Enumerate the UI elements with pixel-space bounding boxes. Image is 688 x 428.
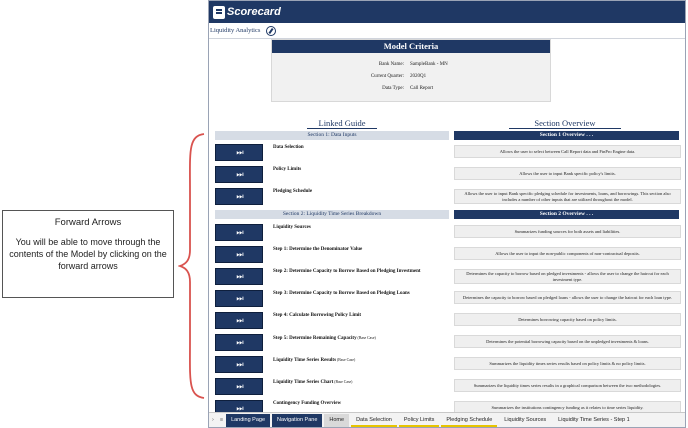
- guide-row-label: Liquidity Sources: [273, 225, 311, 230]
- forward-arrow-button[interactable]: [215, 334, 263, 351]
- guide-row-label: Step 4: Calculate Borrowing Policy Limit: [273, 313, 362, 318]
- scorecard-logo-icon: [213, 6, 225, 19]
- sheet-tab-bar: [209, 412, 686, 427]
- fast-forward-icon: ⏭: [236, 271, 242, 281]
- guide-row-description: Allows the user to select between Call Report data and FinPro Engine data.: [454, 145, 681, 158]
- forward-arrow-button[interactable]: [215, 378, 263, 395]
- guide-row-label: Step 1: Determine the Denominator Value: [273, 247, 363, 252]
- guide-row-description: Summarizes the liquidity times series results based on policy limits & no policy limits.: [454, 357, 681, 370]
- fast-forward-icon: ⏭: [236, 227, 242, 237]
- forward-arrow-button[interactable]: [215, 144, 263, 161]
- forward-arrow-button[interactable]: [215, 290, 263, 307]
- guide-row-note: (Base Case): [356, 336, 376, 340]
- compass-icon[interactable]: [266, 26, 276, 36]
- forward-arrow-button[interactable]: [215, 166, 263, 183]
- criteria-row: [272, 74, 550, 79]
- annotation-box: [2, 210, 174, 298]
- guide-row: [215, 166, 681, 184]
- sheet-tab[interactable]: Liquidity Sources: [504, 416, 547, 423]
- guide-row-note: (Base Case): [336, 358, 356, 362]
- guide-row: [215, 268, 681, 286]
- workbook-window: [208, 0, 686, 428]
- guide-row-note: (Base Case): [333, 380, 353, 384]
- sheet-tab[interactable]: Landing Page: [226, 414, 270, 427]
- guide-row: [215, 334, 681, 352]
- guide-row: [215, 224, 681, 242]
- fast-forward-icon: ⏭: [236, 403, 242, 413]
- forward-arrow-button[interactable]: [215, 312, 263, 329]
- criteria-value: Call Report: [410, 86, 434, 91]
- guide-row: [215, 356, 681, 374]
- guide-row-description: Allows the user to input Bank specific pledging schedule for investments, loans, and borrowings. This section also includes a number of other inputs that are utilized throughout the model.: [454, 189, 681, 204]
- guide-row-description: Summarizes the liquidity times series results in a graphical comparison between the two methodologies.: [454, 379, 681, 392]
- fast-forward-icon: ⏭: [236, 381, 242, 391]
- criteria-value: SampleBank - MN: [410, 62, 448, 67]
- linked-guide-heading: Linked Guide: [307, 118, 377, 129]
- guide-row-label: Data Selection: [273, 145, 304, 150]
- fast-forward-icon: ⏭: [236, 359, 242, 369]
- guide-row-label: Liquidity Time Series Results (Base Case): [273, 358, 356, 363]
- sheet-tab[interactable]: Data Selection: [351, 414, 397, 427]
- model-criteria-title: Model Criteria: [272, 40, 550, 53]
- guide-row: [215, 290, 681, 308]
- sheet-tab[interactable]: Navigation Pane: [272, 414, 322, 427]
- guide-row-description: Determines the capacity to borrow based on pledged investments - allows the user to change the haircut for each investment type.: [454, 269, 681, 284]
- sheet-tab[interactable]: Policy Limits: [399, 414, 440, 427]
- section-title: Section 1: Data Inputs: [215, 131, 449, 140]
- criteria-row: [272, 62, 550, 67]
- guide-row-description: Determines the capacity to borrow based on pledged loans - allows the user to change the haircut for each loan type.: [454, 291, 681, 304]
- guide-row-description: Summarizes funding sources for both assets and liabilities.: [454, 225, 681, 238]
- fast-forward-icon: ⏭: [236, 249, 242, 259]
- criteria-label: Data Type:: [382, 86, 404, 91]
- fast-forward-icon: ⏭: [236, 337, 242, 347]
- guide-row: [215, 188, 681, 206]
- fast-forward-icon: ⏭: [236, 315, 242, 325]
- guide-row-label: Contingency Funding Overview: [273, 401, 342, 406]
- guide-row: [215, 144, 681, 162]
- fast-forward-icon: ⏭: [236, 147, 242, 157]
- guide-row-label: Step 2: Determine Capacity to Borrow Based on Pledging Investment: [273, 269, 421, 274]
- app-subheader: [209, 23, 685, 39]
- guide-row-label: Step 3: Determine Capacity to Borrow Based on Pledging Loans: [273, 291, 410, 296]
- app-subtitle: Liquidity Analytics: [210, 27, 261, 34]
- section-overview-heading: Section Overview: [509, 118, 621, 129]
- forward-arrow-button[interactable]: [215, 268, 263, 285]
- guide-row-label: Liquidity Time Series Chart (Base Case): [273, 380, 353, 385]
- guide-row-description: Summarizes the institutions contingency funding as it relates to time series liquidity.: [454, 401, 681, 414]
- curly-brace-icon: [178, 132, 208, 400]
- annotation-title: Forward Arrows: [54, 217, 122, 228]
- criteria-label: Current Quarter:: [370, 74, 404, 79]
- annotation-body: You will be able to move through the contents of the Model by clicking on the forward arrows: [9, 237, 167, 271]
- app-logo-text: Scorecard: [227, 6, 281, 18]
- section-title: Section 2: Liquidity Time Series Breakdown: [215, 210, 449, 219]
- section-overview-title: Section 1 Overview . . .: [454, 131, 679, 140]
- guide-row-description: Allows the user to input Bank specific policy's limits.: [454, 167, 681, 180]
- guide-row-description: Determines borrowing capacity based on policy limits.: [454, 313, 681, 326]
- guide-row: [215, 246, 681, 264]
- criteria-row: [272, 86, 550, 91]
- criteria-value: 2020Q1: [410, 74, 427, 79]
- app-header: [209, 1, 685, 23]
- guide-row-label: Pledging Schedule: [273, 189, 313, 194]
- guide-row-description: Allows the user to input the non-public components of non-contractual deposits.: [454, 247, 681, 260]
- guide-row: [215, 312, 681, 330]
- model-criteria-panel: [271, 39, 551, 102]
- sheet-tab[interactable]: Home: [324, 414, 349, 427]
- forward-arrow-button[interactable]: [215, 246, 263, 263]
- fast-forward-icon: ⏭: [236, 293, 242, 303]
- scroll-tabs-right-icon[interactable]: ›: [212, 417, 214, 423]
- sheet-tab[interactable]: Pledging Schedule: [441, 414, 497, 427]
- guide-row-label: Step 5: Determine Remaining Capacity (Base Case): [273, 336, 376, 341]
- forward-arrow-button[interactable]: [215, 356, 263, 373]
- criteria-label: Bank Name:: [378, 62, 404, 67]
- guide-row-description: Determines the potential borrowing capacity based on the unpledged investments & loans.: [454, 335, 681, 348]
- guide-row-label: Policy Limits: [273, 167, 302, 172]
- section-overview-title: Section 2 Overview . . .: [454, 210, 679, 219]
- all-sheets-menu-icon[interactable]: ≡: [219, 417, 224, 423]
- forward-arrow-button[interactable]: [215, 188, 263, 205]
- fast-forward-icon: ⏭: [236, 191, 242, 201]
- fast-forward-icon: ⏭: [236, 169, 242, 179]
- sheet-tab[interactable]: Liquidity Time Series - Step 1: [558, 416, 630, 423]
- guide-row: [215, 378, 681, 396]
- forward-arrow-button[interactable]: [215, 224, 263, 241]
